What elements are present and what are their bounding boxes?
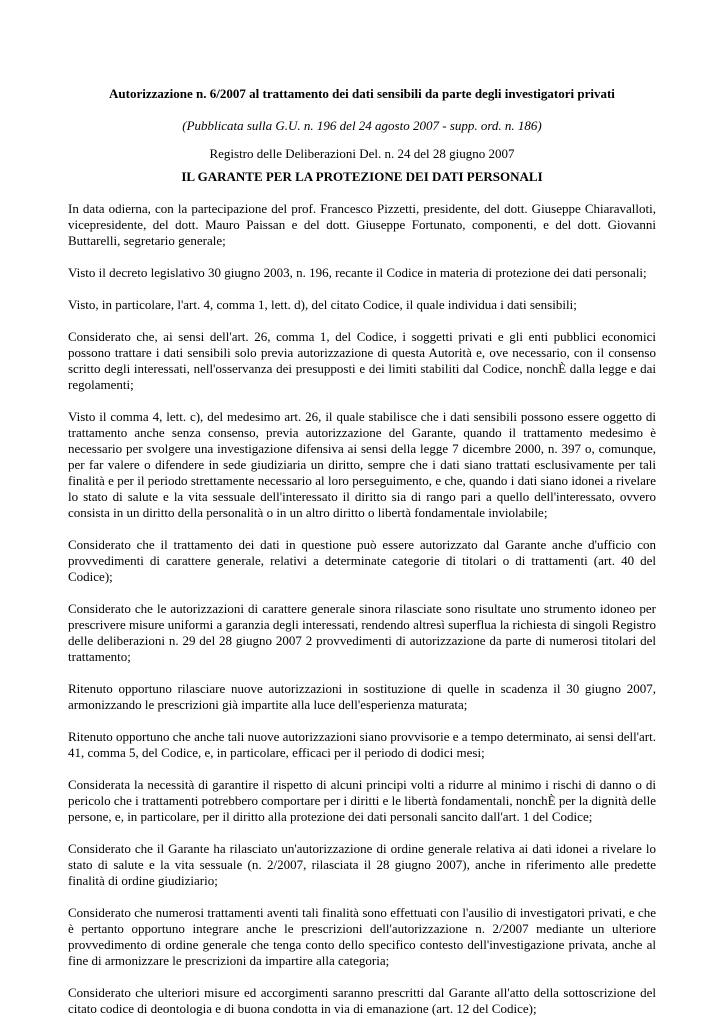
paragraph-art4: Visto, in particolare, l'art. 4, comma 1, lett. d), del citato Codice, il quale individua i dati sensibili;	[68, 297, 577, 312]
paragraph-art40: Considerato che il trattamento dei dati in questione può essere autorizzato dal Garante anche d'ufficio con provvedimenti di carattere generale, relativi a determinate categorie di titolari o di trattamenti (art. 40 del Codice);	[68, 537, 656, 584]
document-body	[68, 201, 656, 1033]
paragraph-autorizzazioni-generali: Considerato che le autorizzazioni di carattere generale sinora rilasciate sono risultate uno strumento idoneo per prescrivere misure uniformi a garanzia degli interessati, rendendo altresì superflua la richiesta di singoli Registro delle deliberazioni n. 29 del 28 giugno 2007 2 provvedimenti di autorizzazione da parte di numerosi titolari del trattamento;	[68, 601, 656, 664]
paragraph-nuove-autorizzazioni: Ritenuto opportuno rilasciare nuove autorizzazioni in sostituzione di quelle in scadenza il 30 giugno 2007, armonizzando le prescrizioni già impartite alla luce dell'esperienza maturata;	[68, 681, 656, 712]
paragraph-principi: Considerata la necessità di garantire il rispetto di alcuni principi volti a ridurre al minimo i rischi di danno o di pericolo che i trattamenti potrebbero comportare per i diritti e le libertà fondamentali, nonchÈ per la dignità delle persone, e, in particolare, per il diritto alla protezione dei dati personali sancito dall'art. 1 del Codice;	[68, 777, 656, 824]
publication-note: (Pubblicata sulla G.U. n. 196 del 24 agosto 2007 - supp. ord. n. 186)	[182, 118, 542, 133]
paragraph-provvisorie: Ritenuto opportuno che anche tali nuove autorizzazioni siano provvisorie e a tempo determinato, ai sensi dell'art. 41, comma 5, del Codice, e, in particolare, efficaci per il periodo di dodici mesi;	[68, 729, 656, 760]
authority-heading: IL GARANTE PER LA PROTEZIONE DEI DATI PERSONALI	[181, 169, 543, 184]
registry-line: Registro delle Deliberazioni Del. n. 24 del 28 giugno 2007	[209, 146, 515, 161]
paragraph-art26-comma1: Considerato che, ai sensi dell'art. 26, comma 1, del Codice, i soggetti privati e gli enti pubblici economici possono trattare i dati sensibili solo previa autorizzazione di questa Autorità e, ove necessario, con il consenso scritto degli interessati, nell'osservanza dei presupposti e dei limiti stabiliti dal Codice, nonchÈ dalla legge e dai regolamenti;	[68, 329, 656, 392]
paragraph-autorizzazione-2-2007: Considerato che il Garante ha rilasciato un'autorizzazione di ordine generale relativa ai dati idonei a rivelare lo stato di salute e la vita sessuale (n. 2/2007, rilasciata il 28 giugno 2007), anche in riferimento alle predette finalità di ordine giudiziario;	[68, 841, 656, 888]
paragraph-investigatori: Considerato che numerosi trattamenti aventi tali finalità sono effettuati con l'ausilio di investigatori privati, e che è pertanto opportuno integrare anche le prescrizioni dell'autorizzazione n. 2/2007 mediante un ulteriore provvedimento di ordine generale che tenga conto dello specifico contesto dell'investigazione privata, anche al fine di armonizzare le prescrizioni da impartire alla categoria;	[68, 905, 656, 968]
document-title: Autorizzazione n. 6/2007 al trattamento dei dati sensibili da parte degli investigatori privati	[109, 86, 615, 101]
paragraph-participants: In data odierna, con la partecipazione del prof. Francesco Pizzetti, presidente, del dott. Giuseppe Chiaravalloti, vicepresidente, del dott. Mauro Paissan e del dott. Giuseppe Fortunato, componenti, e del dott. Giovanni Buttarelli, segretario generale;	[68, 201, 656, 248]
paragraph-codice-deontologia: Considerato che ulteriori misure ed accorgimenti saranno prescritti dal Garante all'atto della sottoscrizione del citato codice di deontologia e di buona condotta in via di emanazione (art. 12 del Codice);	[68, 985, 656, 1016]
paragraph-art26-comma4: Visto il comma 4, lett. c), del medesimo art. 26, il quale stabilisce che i dati sensibili possono essere oggetto di trattamento anche senza consenso, previa autorizzazione del Garante, quando il trattamento medesimo è necessario per svolgere una investigazione difensiva ai sensi della legge 7 dicembre 2000, n. 397 o, comunque, per far valere o difendere in sede giudiziaria un diritto, sempre che i dati siano trattati esclusivamente per tali finalità e per il periodo strettamente necessario al loro perseguimento, e che, quando i dati siano idonei a rivelare lo stato di salute e la vita sessuale dell'interessato il diritto sia di rango pari a quello dell'interessato, ovvero consista in un diritto della personalità o in un altro diritto o libertà fondamentale inviolabile;	[68, 409, 656, 520]
paragraph-decreto: Visto il decreto legislativo 30 giugno 2003, n. 196, recante il Codice in materia di protezione dei dati personali;	[68, 265, 647, 280]
